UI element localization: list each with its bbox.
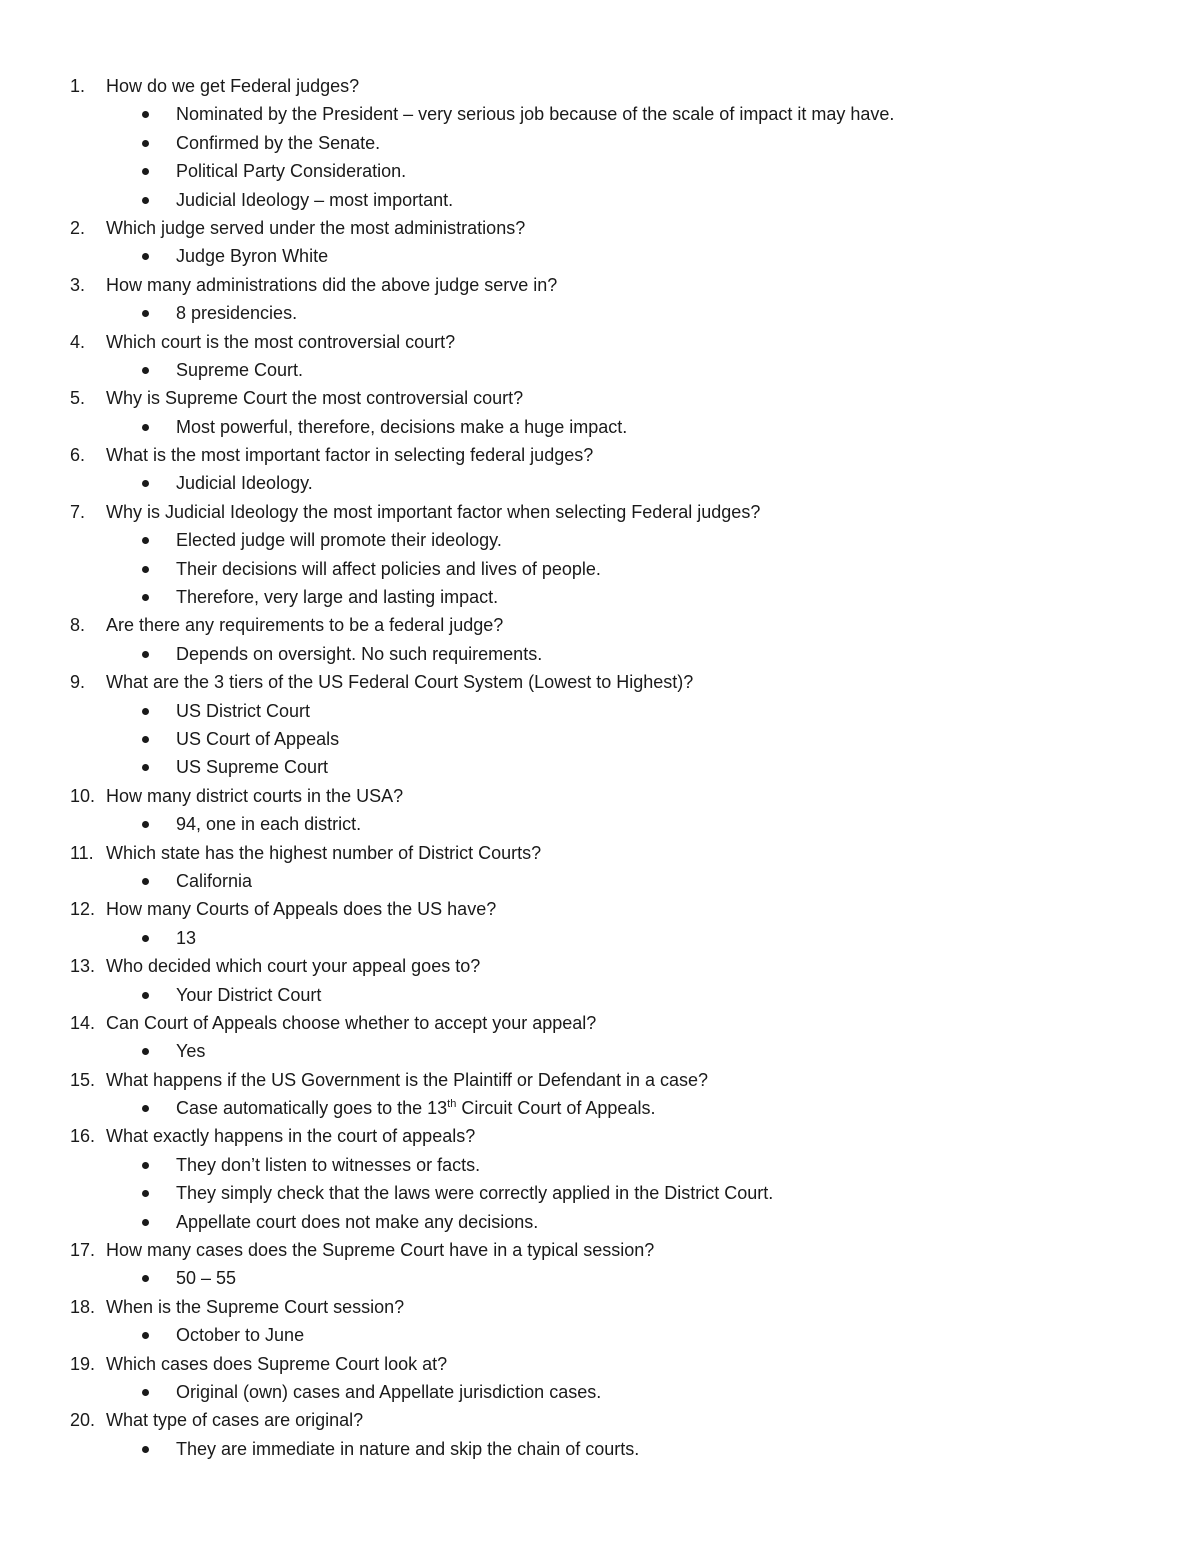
bullet-icon bbox=[142, 1105, 149, 1112]
answer-text bbox=[176, 129, 380, 157]
question-line bbox=[0, 1009, 1200, 1037]
answer-text-main: Your District Court bbox=[176, 984, 322, 1005]
answer-item bbox=[0, 469, 1200, 497]
answer-text bbox=[176, 1264, 236, 1292]
answer-item bbox=[0, 413, 1200, 441]
question-text: What are the 3 tiers of the US Federal Court System (Lowest to Highest)? bbox=[106, 672, 694, 693]
answer-text-main: They simply check that the laws were correctly applied in the District Court. bbox=[176, 1183, 774, 1204]
question-item bbox=[0, 271, 1200, 328]
answer-item bbox=[0, 157, 1200, 185]
answer-text-main: US District Court bbox=[176, 700, 311, 721]
answer-text bbox=[176, 356, 303, 384]
answer-text-main: Original (own) cases and Appellate jurisdiction cases. bbox=[176, 1381, 602, 1402]
question-line bbox=[0, 72, 1200, 100]
answer-text bbox=[176, 924, 196, 952]
bullet-icon bbox=[142, 310, 149, 317]
question-number: 3. bbox=[70, 274, 86, 295]
answer-text-main: Appellate court does not make any decisions. bbox=[176, 1211, 539, 1232]
answer-text bbox=[176, 753, 328, 781]
answer-text bbox=[176, 242, 328, 270]
question-text: Which court is the most controversial court? bbox=[106, 331, 456, 352]
question-item bbox=[0, 498, 1200, 612]
question-item bbox=[0, 1122, 1200, 1236]
question-line bbox=[0, 441, 1200, 469]
answer-list bbox=[0, 242, 1200, 270]
answer-text-main: They are immediate in nature and skip the chain of courts. bbox=[176, 1438, 640, 1459]
answer-text-main: Judge Byron White bbox=[176, 246, 329, 267]
question-item bbox=[0, 441, 1200, 498]
answer-text-main: Their decisions will affect policies and lives of people. bbox=[176, 558, 601, 579]
bullet-icon bbox=[142, 566, 149, 573]
question-text: How many Courts of Appeals does the US have? bbox=[106, 899, 497, 920]
question-text: Can Court of Appeals choose whether to accept your appeal? bbox=[106, 1012, 597, 1033]
answer-text-main: Case automatically goes to the 13 bbox=[176, 1098, 448, 1119]
question-item bbox=[0, 328, 1200, 385]
answer-list bbox=[0, 981, 1200, 1009]
answer-item bbox=[0, 555, 1200, 583]
question-line bbox=[0, 1066, 1200, 1094]
answer-item bbox=[0, 1179, 1200, 1207]
answer-item bbox=[0, 753, 1200, 781]
bullet-icon bbox=[142, 140, 149, 147]
answer-item bbox=[0, 100, 1200, 128]
answer-item bbox=[0, 186, 1200, 214]
question-number: 12. bbox=[70, 899, 96, 920]
bullet-icon bbox=[142, 736, 149, 743]
answer-text bbox=[176, 640, 542, 668]
bullet-icon bbox=[142, 480, 149, 487]
answer-item bbox=[0, 981, 1200, 1009]
answer-item bbox=[0, 299, 1200, 327]
bullet-icon bbox=[142, 1048, 149, 1055]
question-number: 1. bbox=[70, 76, 86, 96]
bullet-icon bbox=[142, 1190, 149, 1197]
question-text: Are there any requirements to be a federal judge? bbox=[106, 615, 504, 636]
answer-text-main: Elected judge will promote their ideology. bbox=[176, 530, 502, 551]
answer-item bbox=[0, 1151, 1200, 1179]
question-item bbox=[0, 782, 1200, 839]
answer-list bbox=[0, 526, 1200, 611]
question-item bbox=[0, 839, 1200, 896]
question-text: How do we get Federal judges? bbox=[106, 76, 360, 96]
question-line bbox=[0, 384, 1200, 412]
answer-list bbox=[0, 100, 1200, 214]
answer-item bbox=[0, 1208, 1200, 1236]
question-text: What is the most important factor in selecting federal judges? bbox=[106, 445, 594, 466]
question-item bbox=[0, 952, 1200, 1009]
question-number: 6. bbox=[70, 445, 86, 466]
answer-list bbox=[0, 1321, 1200, 1349]
answer-list bbox=[0, 1094, 1200, 1122]
bullet-icon bbox=[142, 1275, 149, 1282]
question-text: Why is Judicial Ideology the most important factor when selecting Federal judges? bbox=[106, 501, 761, 522]
question-text: What happens if the US Government is the Plaintiff or Defendant in a case? bbox=[106, 1069, 709, 1090]
answer-text-main: Yes bbox=[176, 1041, 206, 1062]
bullet-icon bbox=[142, 935, 149, 942]
question-text: Which state has the highest number of District Courts? bbox=[106, 842, 542, 863]
question-line bbox=[0, 1122, 1200, 1150]
answer-list bbox=[0, 356, 1200, 384]
answer-item bbox=[0, 1378, 1200, 1406]
answer-list bbox=[0, 867, 1200, 895]
answer-text bbox=[176, 526, 502, 554]
answer-text-main: California bbox=[176, 870, 253, 891]
question-number: 14. bbox=[70, 1012, 96, 1033]
answer-list bbox=[0, 413, 1200, 441]
question-text: What type of cases are original? bbox=[106, 1410, 364, 1431]
question-line bbox=[0, 1236, 1200, 1264]
answer-text-after: Circuit Court of Appeals. bbox=[456, 1098, 656, 1119]
answer-text bbox=[176, 1151, 480, 1179]
question-line bbox=[0, 271, 1200, 299]
bullet-icon bbox=[142, 197, 149, 204]
answer-item bbox=[0, 1264, 1200, 1292]
question-number: 10. bbox=[70, 785, 96, 806]
answer-text-main: Most powerful, therefore, decisions make a huge impact. bbox=[176, 416, 628, 437]
question-item bbox=[0, 1236, 1200, 1293]
question-item bbox=[0, 668, 1200, 782]
answer-item bbox=[0, 640, 1200, 668]
question-text: How many administrations did the above judge serve in? bbox=[106, 274, 558, 295]
answer-item bbox=[0, 129, 1200, 157]
question-line bbox=[0, 895, 1200, 923]
answer-text bbox=[176, 413, 627, 441]
answer-text bbox=[176, 1094, 655, 1122]
bullet-icon bbox=[142, 594, 149, 601]
answer-item bbox=[0, 1435, 1200, 1463]
answer-item bbox=[0, 1321, 1200, 1349]
answer-text-main: 50 – 55 bbox=[176, 1268, 237, 1289]
answer-text bbox=[176, 867, 252, 895]
bullet-icon bbox=[142, 821, 149, 828]
bullet-icon bbox=[142, 764, 149, 771]
answer-item bbox=[0, 1037, 1200, 1065]
answer-text bbox=[176, 810, 361, 838]
bullet-icon bbox=[142, 367, 149, 374]
bullet-icon bbox=[142, 253, 149, 260]
question-line bbox=[0, 782, 1200, 810]
answer-text-main: Therefore, very large and lasting impact. bbox=[176, 587, 499, 608]
question-item bbox=[0, 1009, 1200, 1066]
answer-item bbox=[0, 1094, 1200, 1122]
answer-text-main: US Court of Appeals bbox=[176, 728, 340, 749]
question-text: Who decided which court your appeal goes to? bbox=[106, 956, 481, 977]
question-item bbox=[0, 611, 1200, 668]
question-line bbox=[0, 1293, 1200, 1321]
answer-item bbox=[0, 810, 1200, 838]
answer-item bbox=[0, 583, 1200, 611]
answer-item bbox=[0, 526, 1200, 554]
answer-text-main: 94, one in each district. bbox=[176, 814, 362, 835]
bullet-icon bbox=[142, 992, 149, 999]
answer-item bbox=[0, 697, 1200, 725]
question-item bbox=[0, 214, 1200, 271]
answer-item bbox=[0, 725, 1200, 753]
question-item bbox=[0, 1293, 1200, 1350]
question-text: What exactly happens in the court of appeals? bbox=[106, 1126, 476, 1147]
question-number: 19. bbox=[70, 1353, 96, 1374]
bullet-icon bbox=[142, 111, 149, 118]
answer-list bbox=[0, 1037, 1200, 1065]
answer-text bbox=[176, 100, 894, 128]
answer-text-main: Judicial Ideology. bbox=[176, 473, 313, 494]
answer-text bbox=[176, 1321, 304, 1349]
bullet-icon bbox=[142, 1332, 149, 1339]
question-item bbox=[0, 1066, 1200, 1123]
question-number: 17. bbox=[70, 1240, 96, 1261]
answer-text bbox=[176, 469, 313, 497]
answer-list bbox=[0, 1151, 1200, 1236]
answer-text bbox=[176, 1179, 773, 1207]
question-number: 7. bbox=[70, 501, 86, 522]
question-line bbox=[0, 214, 1200, 242]
question-text: Which cases does Supreme Court look at? bbox=[106, 1353, 448, 1374]
question-text: When is the Supreme Court session? bbox=[106, 1296, 405, 1317]
question-line bbox=[0, 611, 1200, 639]
answer-text bbox=[176, 697, 310, 725]
question-number: 15. bbox=[70, 1069, 96, 1090]
answer-item bbox=[0, 242, 1200, 270]
question-item bbox=[0, 1350, 1200, 1407]
question-text: How many district courts in the USA? bbox=[106, 785, 404, 806]
question-line bbox=[0, 839, 1200, 867]
question-line bbox=[0, 328, 1200, 356]
question-number: 11. bbox=[70, 842, 94, 863]
question-line bbox=[0, 498, 1200, 526]
bullet-icon bbox=[142, 424, 149, 431]
answer-list bbox=[0, 469, 1200, 497]
answer-list bbox=[0, 697, 1200, 782]
answer-text-main: 8 presidencies. bbox=[176, 303, 298, 324]
answer-list bbox=[0, 1435, 1200, 1463]
answer-text-main: Nominated by the President – very serious job because of the scale of impact it may have. bbox=[176, 104, 895, 125]
question-number: 8. bbox=[70, 615, 86, 636]
question-number: 18. bbox=[70, 1296, 96, 1317]
answer-list bbox=[0, 1378, 1200, 1406]
question-text: Why is Supreme Court the most controversial court? bbox=[106, 388, 524, 409]
question-item bbox=[0, 384, 1200, 441]
answer-item bbox=[0, 924, 1200, 952]
bullet-icon bbox=[142, 878, 149, 885]
question-number: 13. bbox=[70, 956, 96, 977]
question-number: 9. bbox=[70, 672, 86, 693]
question-item bbox=[0, 895, 1200, 952]
answer-text-main: Political Party Consideration. bbox=[176, 161, 407, 182]
question-list bbox=[0, 72, 1200, 1463]
question-number: 16. bbox=[70, 1126, 96, 1147]
question-text: Which judge served under the most administrations? bbox=[106, 217, 526, 238]
bullet-icon bbox=[142, 1389, 149, 1396]
answer-text-main: They don’t listen to witnesses or facts. bbox=[176, 1154, 481, 1175]
bullet-icon bbox=[142, 1446, 149, 1453]
bullet-icon bbox=[142, 1219, 149, 1226]
answer-list bbox=[0, 299, 1200, 327]
answer-text bbox=[176, 1435, 639, 1463]
question-line bbox=[0, 668, 1200, 696]
bullet-icon bbox=[142, 168, 149, 175]
question-number: 5. bbox=[70, 388, 86, 409]
question-number: 4. bbox=[70, 331, 86, 352]
ordinal-superscript: th bbox=[447, 1098, 457, 1111]
answer-item bbox=[0, 867, 1200, 895]
bullet-icon bbox=[142, 651, 149, 658]
bullet-icon bbox=[142, 1162, 149, 1169]
answer-text-main: Judicial Ideology – most important. bbox=[176, 189, 454, 210]
question-item bbox=[0, 72, 1200, 214]
answer-text bbox=[176, 1037, 205, 1065]
answer-list bbox=[0, 924, 1200, 952]
bullet-icon bbox=[142, 537, 149, 544]
answer-text-main: Depends on oversight. No such requirements. bbox=[176, 643, 543, 664]
answer-text bbox=[176, 725, 339, 753]
answer-text bbox=[176, 157, 406, 185]
answer-list bbox=[0, 640, 1200, 668]
question-item bbox=[0, 1406, 1200, 1463]
answer-text bbox=[176, 1208, 538, 1236]
answer-text bbox=[176, 186, 453, 214]
answer-text bbox=[176, 555, 601, 583]
answer-text bbox=[176, 583, 498, 611]
answer-text bbox=[176, 299, 297, 327]
question-line bbox=[0, 1350, 1200, 1378]
answer-list bbox=[0, 1264, 1200, 1292]
question-line bbox=[0, 952, 1200, 980]
bullet-icon bbox=[142, 708, 149, 715]
answer-text-main: October to June bbox=[176, 1325, 305, 1346]
question-text: How many cases does the Supreme Court have in a typical session? bbox=[106, 1240, 655, 1261]
document-page bbox=[0, 72, 1200, 1463]
answer-text-main: Confirmed by the Senate. bbox=[176, 132, 381, 153]
answer-item bbox=[0, 356, 1200, 384]
question-line bbox=[0, 1406, 1200, 1434]
answer-text-main: Supreme Court. bbox=[176, 359, 304, 380]
answer-text-main: US Supreme Court bbox=[176, 757, 329, 778]
answer-text bbox=[176, 1378, 601, 1406]
answer-text bbox=[176, 981, 321, 1009]
answer-text-main: 13 bbox=[176, 927, 197, 948]
question-number: 2. bbox=[70, 217, 86, 238]
answer-list bbox=[0, 810, 1200, 838]
question-number: 20. bbox=[70, 1410, 96, 1431]
